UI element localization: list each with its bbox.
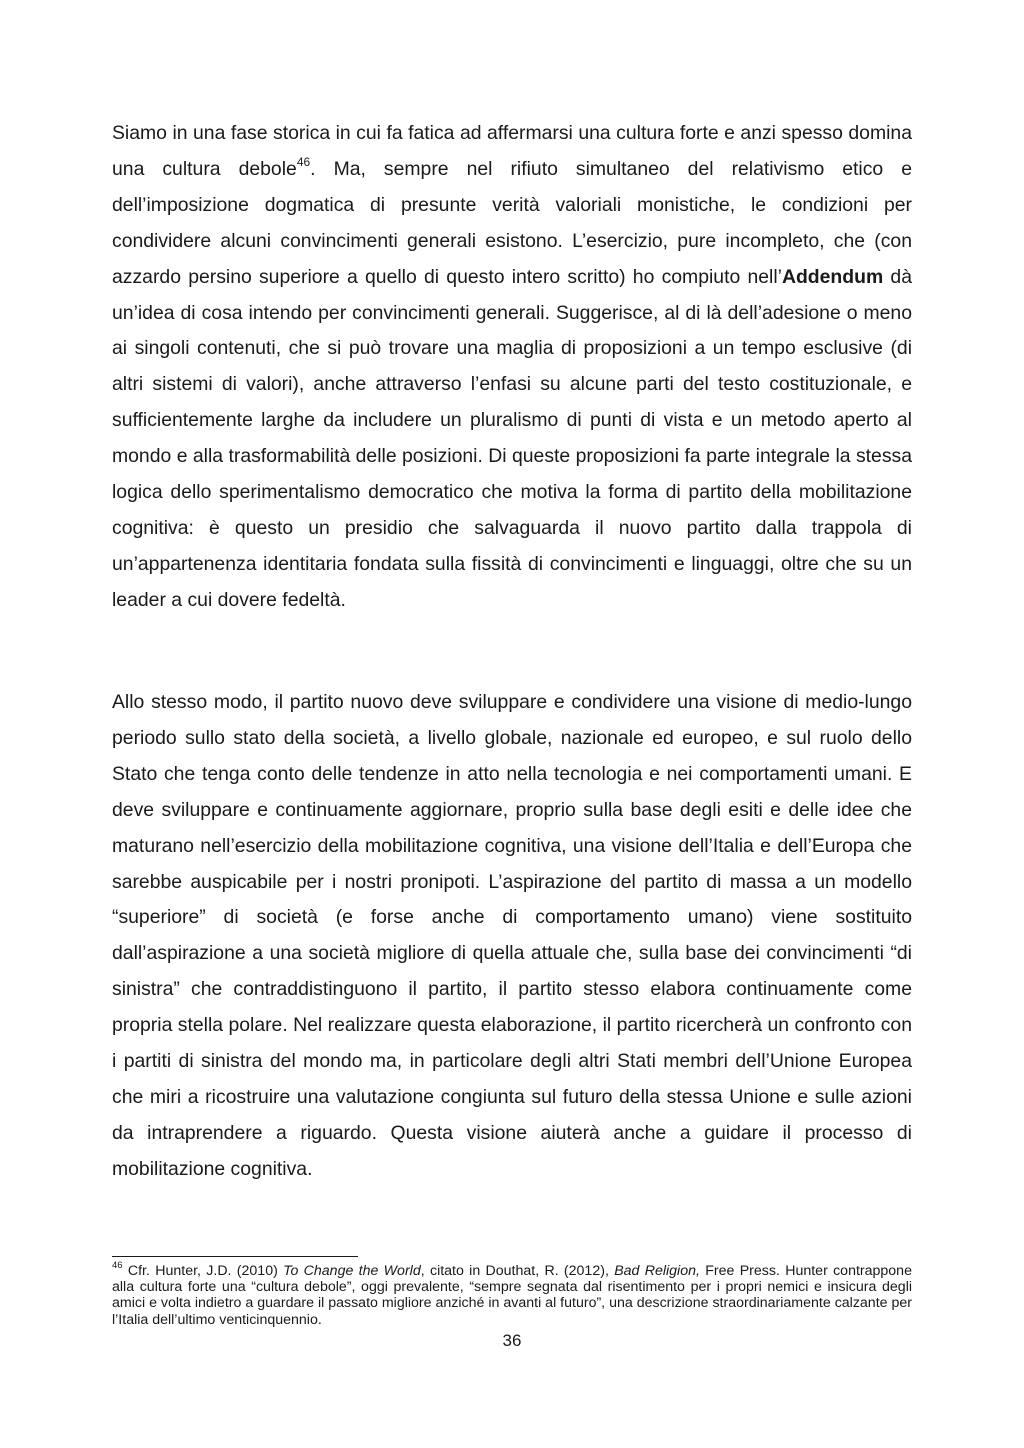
paragraph-1-text-a: Siamo in una fase storica in cui fa fatica ad affermarsi una cultura forte e anzi spesso domina una cultura debole (112, 122, 912, 180)
footnote-separator (112, 1256, 358, 1257)
addendum-bold-term: Addendum (781, 265, 884, 288)
paragraph-1-text-c: dà un’idea di cosa intendo per convincimenti generali. Suggerisce, al di là dell’adesione o meno ai singoli contenuti, che si può trovare una maglia di proposizioni a un tempo esclusive (di altri sistemi di valori), anche attraverso l’enfasi su alcune parti del testo costituzionale, e sufficientemente larghe da includere un pluralismo di punti di vista e un metodo aperto al mondo e alla trasformabilità delle posizioni. Di queste proposizioni fa parte integrale la stessa logica dello sperimentalismo democratico che motiva la forma di partito della mobilitazione cognitiva: è questo un presidio che salvaguarda il nuovo partito dalla trappola di un’appartenenza identitaria fondata sulla fissità di convincimenti e linguaggi, oltre che su un leader a cui dovere fedeltà. (112, 265, 912, 611)
footnote-text-c: Free Press. Hunter contrappone alla cultura forte una “cultura debole”, oggi prevalente, “sempre segnata dal risentimento per i propri nemici e insicura degli amici e volta indietro a guardare il passato migliore anziché in avanti al futuro”, una descrizione straordinariamente calzante per l’Italia dell’ultimo venticinquennio. (112, 1263, 912, 1328)
footnote-number: 46 (112, 1260, 123, 1272)
body-paragraph-2: Allo stesso modo, il partito nuovo deve sviluppare e condividere una visione di medio-lungo periodo sullo stato della società, a livello globale, nazionale ed europeo, e sul ruolo dello Stato che tenga conto delle tendenze in atto nella tecnologia e nei comportamenti umani. E deve sviluppare e continuamente aggiornare, proprio sulla base degli esiti e delle idee che maturano nell’esercizio della mobilitazione cognitiva, una visione dell’Italia e dell’Europa che sarebbe auspicabile per i nostri pronipoti. L’aspirazione del partito di massa a un modello “superiore” di società (e forse anche di comportamento umano) viene sostituito dall’aspirazione a una società migliore di quella attuale che, sulla base dei convincimenti “di sinistra” che contraddistinguono il partito, il partito stesso elabora continuamente come propria stella polare. Nel realizzare questa elaborazione, il partito ricercherà un confronto con i partiti di sinistra del mondo ma, in particolare degli altri Stati membri dell’Unione Europea che miri a ricostruire una valutazione congiunta sul futuro della stessa Unione e sulle azioni da intraprendere a riguardo. Questa visione aiuterà anche a guidare il processo di mobilitazione cognitiva. (112, 691, 912, 1180)
footnote-reference-46[interactable]: 46 (296, 155, 311, 170)
page-number: 36 (502, 1331, 522, 1350)
footnote-book-title-2: Bad Religion, (614, 1263, 700, 1279)
footnote-book-title-1: To Change the World (283, 1263, 421, 1279)
body-paragraph-1 (112, 116, 912, 619)
footnote-46 (112, 1260, 912, 1328)
footnote-text-a: Cfr. Hunter, J.D. (2010) (122, 1263, 284, 1279)
paragraph-1-text-b: . Ma, sempre nel rifiuto simultaneo del relativismo etico e dell’imposizione dogmatica di presunte verità valoriali monistiche, le condizioni per condividere alcuni convincimenti generali esistono. L’esercizio, pure incompleto, che (con azzardo persino superiore a quello di questo intero scritto) ho compiuto nell’ (112, 157, 912, 288)
footnote-text-b: , citato in Douthat, R. (2012), (420, 1263, 615, 1279)
